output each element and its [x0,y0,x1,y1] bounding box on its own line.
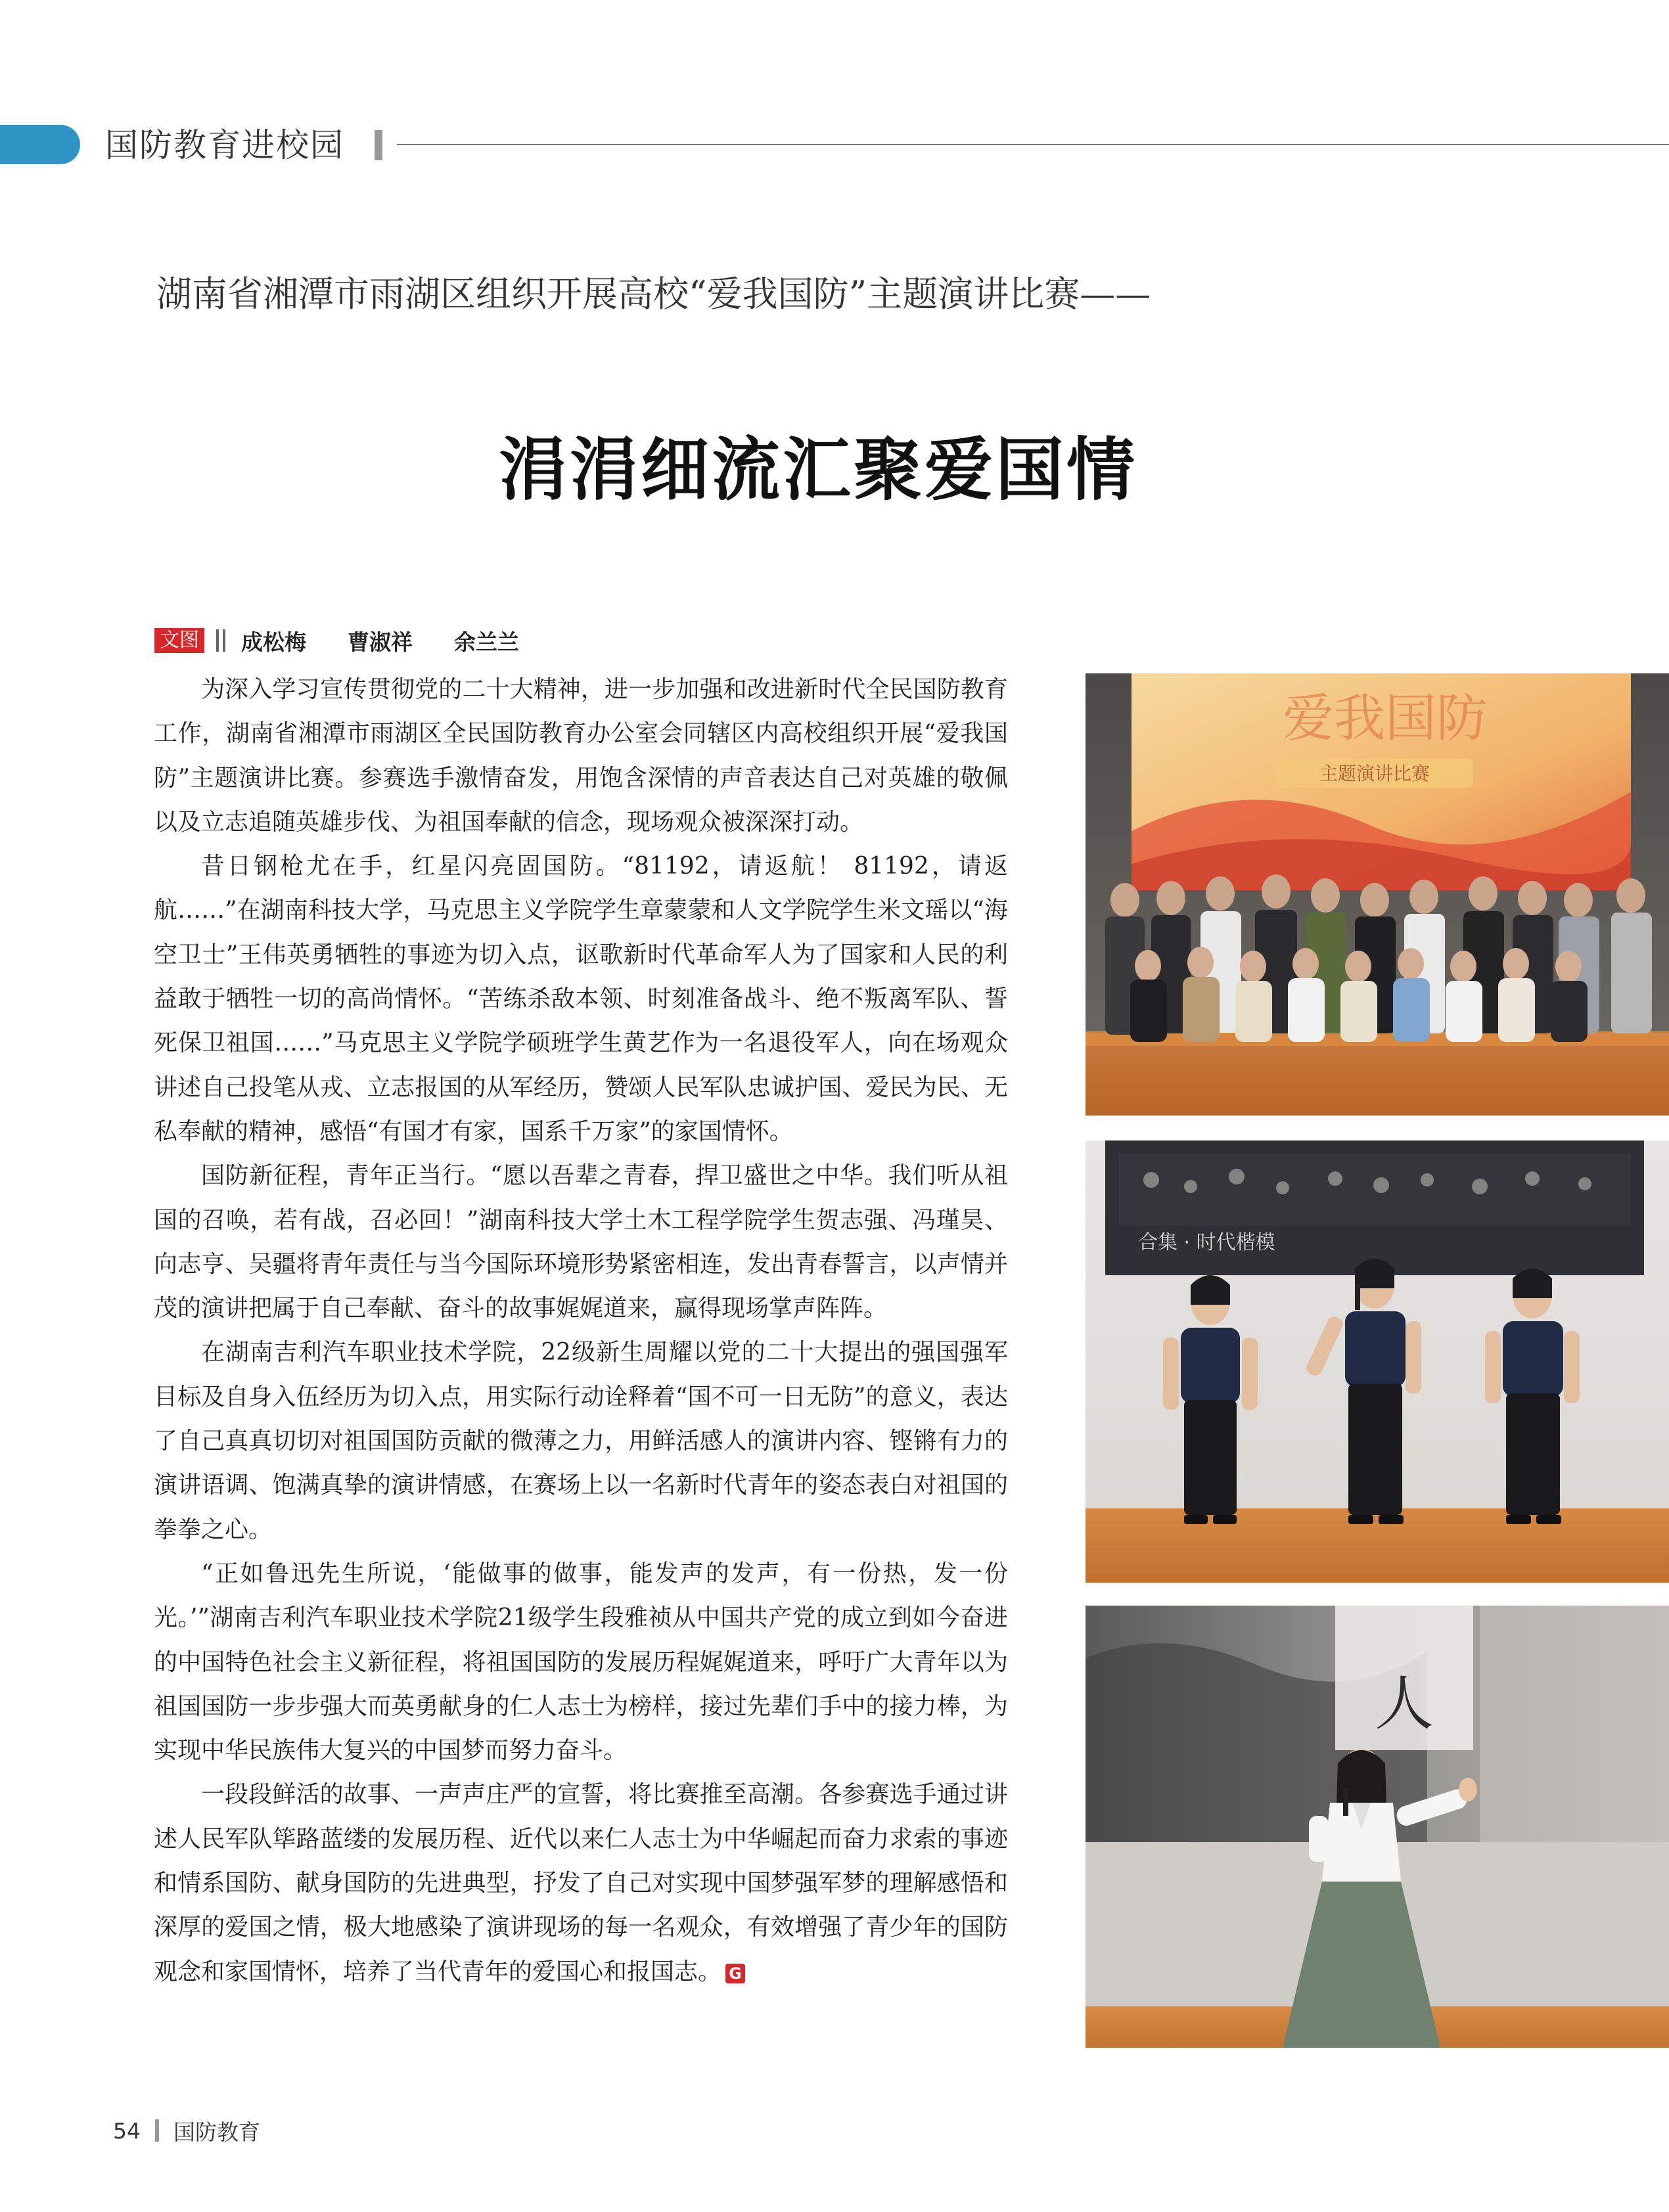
paragraph: “正如鲁迅先生所说，‘能做事的做事，能发声的发声，有一份热，发一份光。’”湖南吉利汽车职业技术学院21级学生段雅祯从中国共产党的成立到如今奋进的中国特色社会主义新征程，将祖国国防的发展历程娓娓道来，呼吁广大青年以为祖国国防一步步强大而英勇献身的仁人志士为榜样，接过先辈们手中的接力棒，为实现中华民族伟大复兴的中国梦而努力奋斗。 [154,1560,1008,1765]
footer-divider [155,2119,159,2142]
paragraph-last [154,1772,1008,1993]
byline-divider [223,629,225,652]
paragraph-text: 一段段鲜活的故事、一声声庄严的宣誓，将比赛推至高潮。各参赛选手通过讲述人民军队筚路蓝缕的发展历程、近代以来仁人志士为中华崛起而奋力求索的事迹和情系国防、献身国防的先进典型，抒发了自己对实现中国梦强军梦的理解感悟和深厚的爱国之情，极大地感染了演讲现场的每一名观众，有效增强了青少年的国防观念和家国情怀，培养了当代青年的爱国心和报国志。 [154,1781,1008,1985]
photo-single-speaker [1086,1606,1669,2048]
byline-tag: 文图 [154,628,204,653]
article-title: 涓涓细流汇聚爱国情 [498,430,1137,510]
header-rule [397,144,1669,145]
byline [154,624,519,657]
photo-three-speakers [1086,1140,1669,1583]
article-body [154,667,1008,1994]
paragraph: 国防新征程，青年正当行。“愿以吾辈之青春，捍卫盛世之中华。我们听从祖国的召唤，若有战，召必回！”湖南科技大学土木工程学院学生贺志强、冯瑾昊、向志亨、吴疆将青年责任与当今国际环境形势紧密相连，发出青春誓言，以声情并茂的演讲把属于自己奉献、奋斗的故事娓娓道来，赢得现场掌声阵阵。 [154,1162,1008,1322]
paragraph: 昔日钢枪尤在手，红星闪亮固国防。“81192，请返航！ 81192，请返航……”在湖南科技大学，马克思主义学院学生章蒙蒙和人文学院学生米文瑶以“海空卫士”王伟英勇牺牲的事迹为切入点，讴歌新时代革命军人为了国家和人民的利益敢于牺牲一切的高尚情怀。“苦练杀敌本领、时刻准备战斗、绝不叛离军队、誓死保卫祖国……”马克思主义学院学硕班学生黄艺作为一名退役军人，向在场观众讲述自己投笔从戎、立志报国的从军经历，赞颂人民军队忠诚护国、爱民为民、无私奉献的精神，感悟“有国才有家，国系千万家”的家国情怀。 [154,853,1008,1145]
article-subtitle: 湖南省湘潭市雨湖区组织开展高校“爱我国防”主题演讲比赛—— [156,273,1151,315]
photo-group-on-stage [1086,673,1669,1116]
page-footer [113,2114,260,2147]
byline-authors: 成松梅 曹淑祥 余兰兰 [241,629,519,655]
end-mark-icon: G [725,1964,745,1983]
magazine-name: 国防教育 [173,2119,260,2145]
paragraph: 在湖南吉利汽车职业技术学院，22级新生周耀以党的二十大提出的强国强军目标及自身入伍经历为切入点，用实际行动诠释着“国不可一日无防”的意义，表达了自己真真切切对祖国国防贡献的微薄之力，用鲜活感人的演讲内容、铿锵有力的演讲语调、饱满真挚的演讲情感，在赛场上以一名新时代青年的姿态表白对祖国的拳拳之心。 [154,1339,1008,1543]
screen-title: 爱我国防 [1283,689,1488,748]
screen-character: 人 [1375,1669,1434,1738]
paragraph: 为深入学习宣传贯彻党的二十大精神，进一步加强和改进新时代全民国防教育工作，湖南省湘潭市雨湖区全民国防教育办公室会同辖区内高校组织开展“爱我国防”主题演讲比赛。参赛选手激情奋发，用饱含深情的声音表达自己对英雄的敬佩以及立志追随英雄步伐、为祖国奉献的信念，现场观众被深深打动。 [154,676,1008,836]
page-number: 54 [113,2117,141,2144]
section-divider-bar [375,130,382,160]
section-tab-decoration [0,125,80,164]
byline-divider [216,629,219,652]
screen-caption: 合集 · 时代楷模 [1138,1231,1275,1254]
screen-banner: 主题演讲比赛 [1319,763,1430,784]
section-title: 国防教育进校园 [105,126,344,164]
